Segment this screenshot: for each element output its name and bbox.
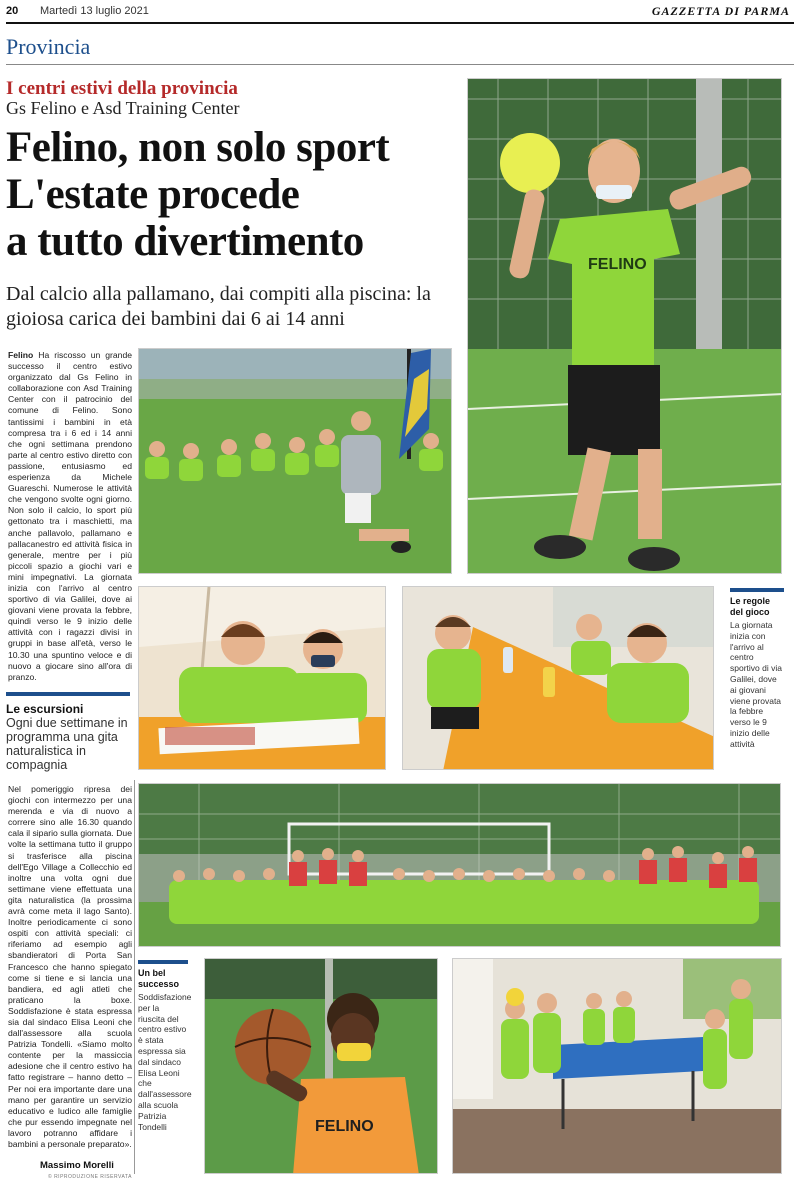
photo-homework-image — [139, 587, 386, 770]
photo-basketball — [204, 958, 438, 1174]
photo-snack-table-image — [403, 587, 714, 770]
successo-box-bar — [138, 960, 188, 964]
section-title: Provincia — [6, 34, 91, 59]
regole-box-title: Le regole del gioco — [730, 596, 771, 617]
photo-ping-pong-image — [453, 959, 782, 1174]
article-author: Massimo Morelli — [40, 1160, 114, 1171]
article-body-upper — [8, 350, 132, 690]
article-subhead: Dal calcio alla pallamano, dai compiti alla piscina: la gioiosa carica dei bambini dai 6 ai 14 anni — [6, 283, 431, 330]
article-headline — [6, 124, 461, 265]
photo-ping-pong — [452, 958, 782, 1174]
page-number: 20 — [6, 5, 19, 17]
photo-group-image — [139, 784, 781, 947]
successo-box-title: Un bel successo — [138, 968, 180, 989]
issue-date: Martedì 13 luglio 2021 — [40, 5, 149, 17]
successo-box-text: Soddisfazione per la riuscita del centro estivo è stata espressa sia dal sindaco Elisa Leoni che dall'assessore alla scuola Patrizia Tondelli — [138, 992, 192, 1132]
photo-boy-handball — [467, 78, 782, 574]
photo-homework — [138, 586, 386, 770]
header-rule — [6, 22, 794, 24]
page-header — [6, 4, 794, 22]
escursioni-box-text: Ogni due settimane in programma una gita naturalistica in compagnia — [6, 716, 128, 772]
headline-line: Felino, non solo sport — [6, 124, 390, 171]
article-body-text: Ha riscosso un grande successo il centro estivo organizzato dal Gs Felino in collaborazione con Asd Training Center con il patrocinio del comune di Felino. Sono tantissimi i bambini in età compresa tra i 6 ed i 14 anni che ogni settimana prendono parte al centro estivo diretto con passione, entusiasmo ed esperienza da Michele Guareschi. Numerose le attività che vengono svolte ogni giorno. Non solo il calcio, lo sport più gettonato tra i maschietti, ma anche pallavolo, pallamano e pallacanestro ed attività fisica in generale, mentre per i più piccoli spazio a giochi vari e mini impegnativi. La giornata inizia con l'arrivo al centro sportivo di via Galilei, dove ai giovani viene provata la febbre, quindi verso le 9 inizio delle attività con i ragazzi divisi in gruppi in base all'età, verso le 10.30 una spuntino veloce e di nuovo a giocare sino all'ora di pranzo. — [8, 350, 132, 682]
photo-group — [138, 783, 781, 947]
escursioni-bar — [6, 692, 130, 696]
jersey-text: FELINO — [588, 256, 647, 273]
newspaper-name: GAZZETTA DI PARMA — [651, 4, 790, 18]
headline-line: a tutto divertimento — [6, 218, 364, 265]
regole-box-bar — [730, 588, 784, 592]
escursioni-box-title: Le escursioni — [6, 702, 84, 716]
article-dropcap: Felino — [8, 350, 34, 360]
basketball-jersey-text: FELINO — [315, 1118, 374, 1135]
escursioni-box-bar — [6, 692, 130, 696]
photo-basketball-image — [205, 959, 438, 1174]
photo-flag-bearer-image — [139, 349, 452, 574]
headline-line: L'estate procede — [6, 171, 300, 218]
photo-flag-bearer — [138, 348, 452, 574]
photo-boy-handball-image — [468, 79, 782, 574]
section-rule — [6, 64, 794, 65]
article-body-lower-text: Nel pomeriggio ripresa dei giochi con intermezzo per una merenda e via di nuovo a correre sino alle 16.30 quando cala il sipario sulla giornata. Due volte la settimana tutto il gruppo si trasferisce alla piscina dell'Ego Village a Collecchio ed inoltre una volta ogni due settimane viene effettuata una gita naturalistica (la prossima avrà come meta il lago Santo). Inoltre periodicamente ci sono ospiti con attività speciali: ci riferiamo ad esempio agli sbandieratori di Porta San Francesco che hanno spiegato come si tiene e si lancia una bandiera, ed agli atleti che praticano la boxe. Soddisfazione è stata espressa sia dal sindaco Elisa Leoni che dall'assessore alla scuola Patrizia Tondelli. «Siamo molto contente per la massiccia adesione che il centro estivo ha fatto registrare – hanno detto – Per noi era importante dare una mano per garantire un servizio educativo e ludico alle famiglie che pur essendo impegnate nel lavoro potranno affidare i bambini a personale preparato». — [8, 784, 132, 1149]
regole-box — [730, 588, 784, 750]
photo-snack-table — [402, 586, 714, 770]
article-body-lower — [8, 784, 132, 1158]
regole-box-text: La giornata inizia con l'arrivo al centro sportivo di via Galilei, dove ai giovani viene provata la febbre verso le 9 inizio delle attività — [730, 620, 782, 749]
article-kicker: I centri estivi della provincia — [6, 78, 238, 99]
column-divider — [134, 780, 135, 1174]
copyright-notice: © RIPRODUZIONE RISERVATA — [48, 1174, 132, 1180]
article-subkicker: Gs Felino e Asd Training Center — [6, 98, 240, 118]
successo-box — [138, 960, 192, 1132]
